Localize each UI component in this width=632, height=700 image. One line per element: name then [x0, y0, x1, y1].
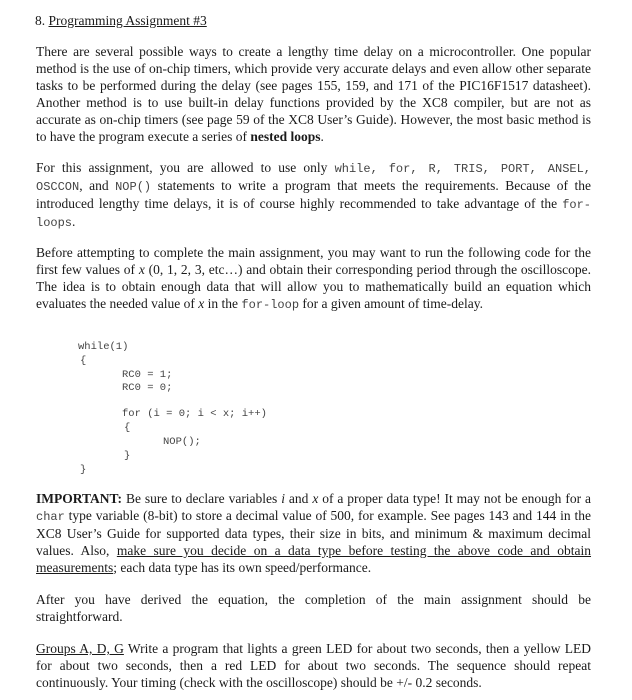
allowed-text-4: . [72, 213, 76, 229]
code-line: for (i = 0; i < x; i++) [122, 408, 267, 420]
after-equation-text: After you have derived the equation, the completion of the main assignment should be straightforward. [36, 592, 591, 624]
var-x-3: x [312, 491, 319, 506]
important-label: IMPORTANT: [36, 491, 123, 506]
code-line: } [80, 464, 87, 476]
paragraph-important [36, 491, 591, 577]
prep-text-2: (0, 1, 2, 3, etc…) and obtain their corresponding period through the oscilloscope. The idea is to obtain enough data that will allow you to mathematically build an equation which evaluates the needed value of [36, 261, 591, 311]
char-code: char [36, 509, 65, 524]
prep-text-3: in the [204, 295, 242, 311]
prep-text-4: for a given amount of time-delay. [299, 295, 483, 311]
important-text-4: type variable (8-bit) to store a decimal value of 500, for example. See pages 143 and 144 in the XC8 User’s Guide for supported data types, their size in bits, and minimum & maximum decimal values. Also, [36, 507, 591, 558]
important-text-3: of a proper data type! It may not be enough for a [318, 491, 591, 506]
code-line: RC0 = 0; [122, 382, 173, 394]
groups-task-text: Write a program that lights a green LED for about two seconds, then a yellow LED for about two seconds, then a red LED for about two seconds. The sequence should repeat continuously. Your timing (check with the oscilloscope) should be +/- 0.2 seconds. [36, 641, 591, 690]
code-line: RC0 = 1; [122, 369, 173, 381]
important-underlined-note: make sure you decide on a data type before testing the above code and obtain measurements [36, 542, 592, 575]
important-text-1: Be sure to declare variables [122, 491, 282, 506]
paragraph-groups-adg [36, 641, 591, 692]
section-number: 8. [35, 13, 46, 28]
var-i: i [281, 491, 285, 506]
code-line: NOP(); [163, 436, 201, 448]
for-loops-code: for-loops [36, 197, 591, 230]
allowed-text-3: statements to write a program that meets the requirements. Because of the introduced lengthy time delays, it is of course highly recommended to take advantage of the [36, 177, 591, 211]
prep-text-1: Before attempting to complete the main assignment, you may want to run the following code for the first few values of [36, 245, 591, 277]
for-loop-code: for-loop [241, 297, 300, 312]
var-x-2: x [198, 295, 205, 311]
important-text-2: and [284, 491, 313, 506]
intro-end: . [320, 128, 324, 144]
var-x-1: x [138, 261, 145, 277]
important-text-5: ; each data type has its own speed/performance. [113, 559, 372, 575]
paragraph-after-equation [36, 592, 591, 626]
intro-text: There are several possible ways to create a lengthy time delay on a microcontroller. One popular method is the use of on-chip timers, which provide very accurate delays and even allow other separate tasks to be performed during the delay (see pages 155, 159, and 171 of the PIC16F1517 datasheet). Another method is to use built-in delay functions provided by the XC8 compiler, but are not as accurate as on-chip timers (see page 59 of the XC8 User’s Guide). However, the most basic method is to have the program execute a series of [36, 44, 591, 144]
code-line: while(1) [78, 341, 129, 353]
groups-label: Groups A, D, G [36, 641, 124, 656]
code-line: { [80, 355, 87, 367]
code-line: { [124, 422, 131, 434]
nop-code: NOP() [115, 179, 152, 194]
intro-emphasis: nested loops [250, 128, 321, 144]
code-line: } [124, 450, 131, 462]
allowed-keywords-code: while, for, R, TRIS, PORT, ANSEL, OSCCON [36, 162, 592, 194]
allowed-text-1: For this assignment, you are allowed to use only [36, 160, 335, 175]
section-title: Programming Assignment #3 [48, 13, 207, 28]
paragraph-preparation [36, 245, 591, 314]
paragraph-intro [36, 44, 591, 145]
section-heading [35, 12, 207, 29]
allowed-text-2: , and [79, 177, 116, 193]
paragraph-allowed-statements [36, 160, 591, 232]
